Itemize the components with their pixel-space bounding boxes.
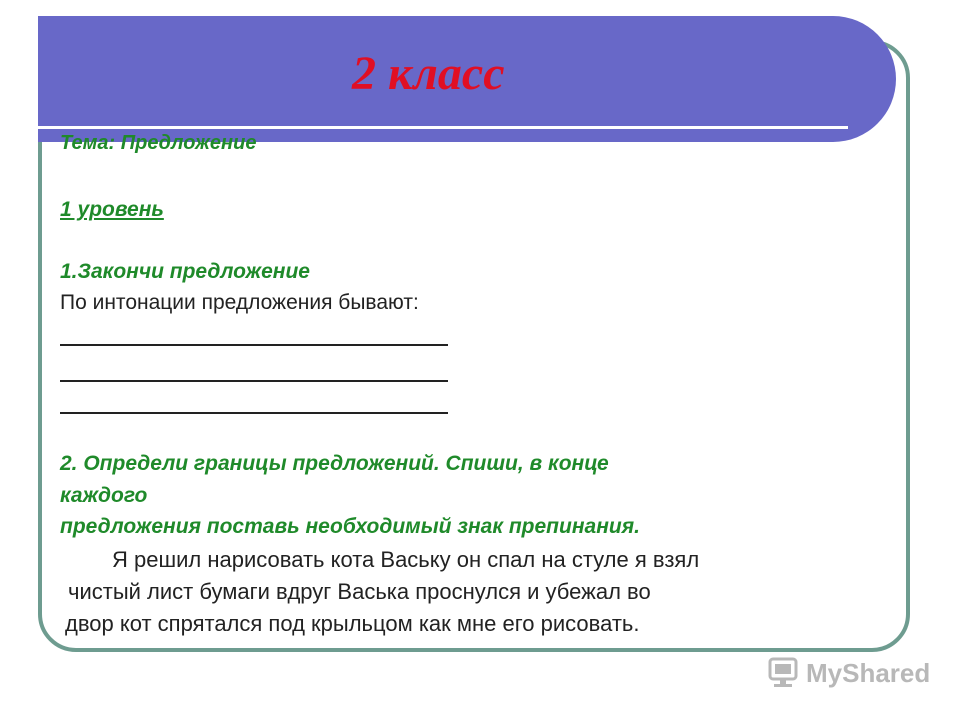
task2-title-line: каждого <box>60 484 148 507</box>
task1-title: 1.Закончи предложение <box>60 260 310 283</box>
watermark-text: MyShared <box>806 657 931 688</box>
slide-title: 2 класс <box>352 47 505 100</box>
story-text-line: двор кот спрятался под крыльцом как мне его рисовать. <box>65 611 640 636</box>
banner-divider <box>38 126 848 129</box>
story-text-line: чистый лист бумаги вдруг Васька проснулся и убежал во <box>68 579 651 604</box>
task1-text: По интонации предложения бывают: <box>60 291 419 314</box>
answer-blank-line <box>60 380 448 382</box>
watermark <box>766 656 930 690</box>
story-text-line: Я решил нарисовать кота Ваську он спал на стуле я взял <box>112 547 700 572</box>
task2-title-line: 2. Определи границы предложений. Спиши, в конце <box>60 452 609 475</box>
myshared-logo-icon <box>766 656 804 690</box>
task2-title-line: предложения поставь необходимый знак препинания. <box>60 515 640 538</box>
topic-label: Тема: Предложение <box>60 132 257 154</box>
answer-blank-line <box>60 412 448 414</box>
level-label: 1 уровень <box>60 198 164 221</box>
answer-blank-line <box>60 344 448 346</box>
